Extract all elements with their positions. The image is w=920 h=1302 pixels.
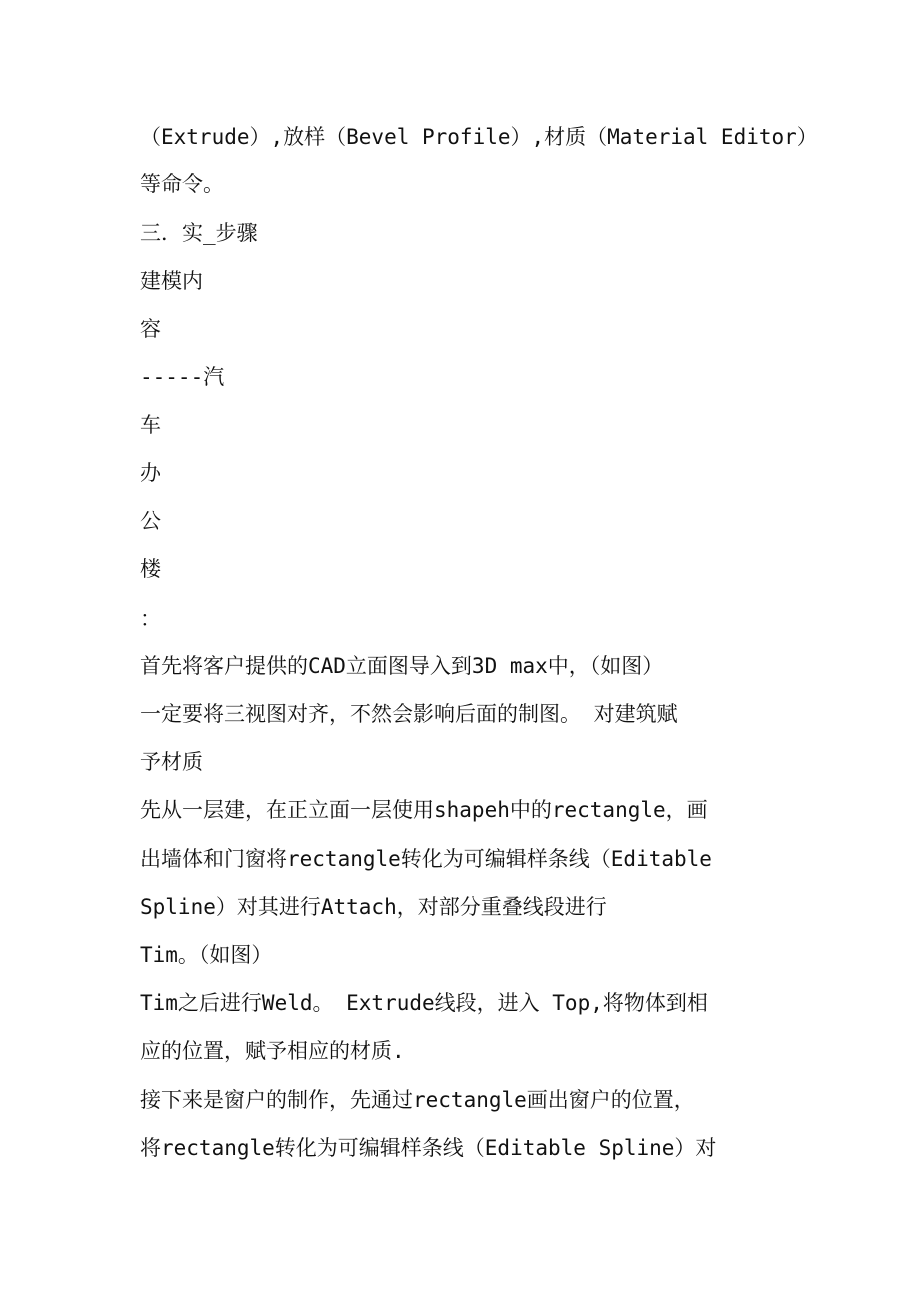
section-heading: 三．实_步骤 <box>140 221 258 245</box>
text-line: 一定要将三视图对齐，不然会影响后面的制图。 对建筑赋 <box>140 702 678 726</box>
text-line: 等命令。 <box>140 172 224 196</box>
text-line: 公 <box>140 509 161 533</box>
text-line: 将rectangle转化为可编辑样条线（Editable Spline）对 <box>140 1136 717 1160</box>
text-line: 楼 <box>140 557 161 581</box>
text-line: 出墙体和门窗将rectangle转化为可编辑样条线（Editable <box>140 847 712 871</box>
text-line: Tim之后进行Weld。 Extrude线段，进入 Top,将物体到相 <box>140 991 708 1015</box>
text-line: 建模内 <box>140 269 203 293</box>
text-line: 接下来是窗户的制作，先通过rectangle画出窗户的位置， <box>140 1088 695 1112</box>
text-line: ： <box>140 607 161 631</box>
text-line: 容 <box>140 317 161 341</box>
text-line: Spline）对其进行Attach，对部分重叠线段进行 <box>140 895 607 919</box>
text-line: 先从一层建，在正立面一层使用shapeh中的rectangle，画 <box>140 798 708 822</box>
text-line: 应的位置，赋予相应的材质. <box>140 1039 405 1063</box>
text-line: （Extrude）,放样（Bevel Profile）,材质（Material Editor） <box>140 125 818 149</box>
text-line: 车 <box>140 413 161 437</box>
text-line: 予材质 <box>140 750 203 774</box>
text-line: -----汽 <box>140 365 225 389</box>
text-line: Tim。（如图） <box>140 943 273 967</box>
text-line: 首先将客户提供的CAD立面图导入到3D max中，（如图） <box>140 654 664 678</box>
text-line: 办 <box>140 461 161 485</box>
